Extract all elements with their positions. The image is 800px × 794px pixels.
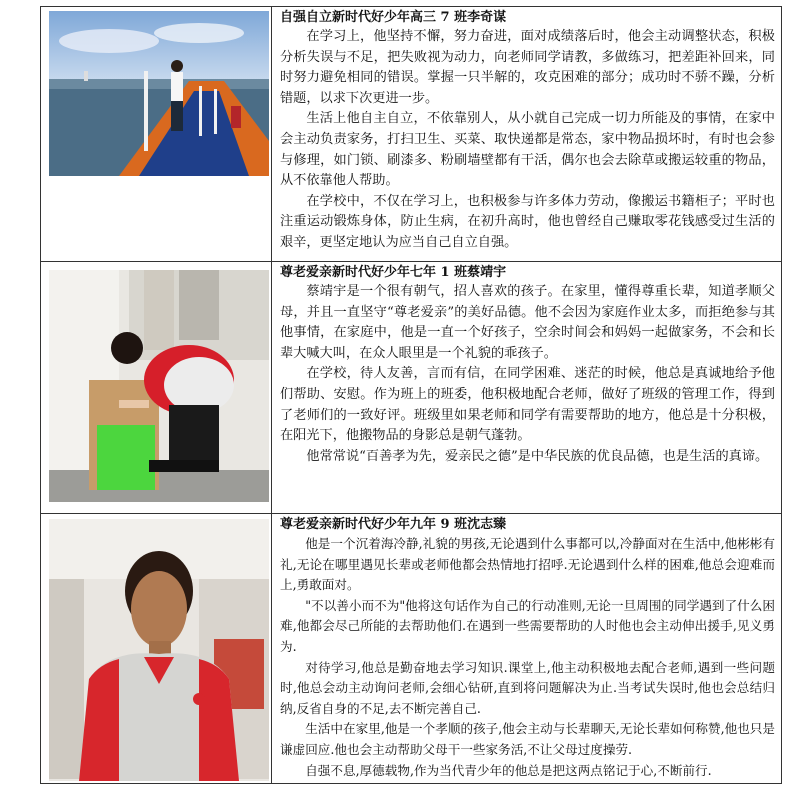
profile-row: [41, 7, 781, 262]
paragraph: 他是一个沉着海冷静,礼貌的男孩,无论遇到什么事都可以,冷静面对在生活中,他彬彬有礼,无论在哪里遇见长辈或老师他都会热情地打招呼.无论遇到什么样的困难,他总会迎难而上,勇敢面对。: [280, 536, 775, 593]
portrait-photo: [49, 519, 269, 781]
entry-title: 尊老爱亲新时代好少年九年 9 班沈志臻: [280, 517, 507, 532]
profile-table: [40, 6, 782, 784]
cleaning-photo: [49, 270, 269, 502]
paragraph: 自强不息,厚德载物,作为当代青少年的他总是把这两点铭记于心,不断前行.: [305, 762, 712, 778]
paragraph: 蔡靖宇是一个很有朝气，招人喜欢的孩子。在家里，懂得尊重长辈，知道孝顺父母，并且一直坚守“尊老爱亲”的美好品德。他不会因为家庭作业太多，而拒绝参与其他事情，在家庭中，他是一直一个好孩子，空余时间会和妈妈一起做家务，不会和长辈大喊大叫，在众人眼里是一个礼貌的乖孩子。: [280, 284, 775, 361]
paragraph: 生活上他自主自立，不依靠别人，从小就自己完成一切力所能及的事情，在家中会主动负责家务，打扫卫生、买菜、取快递都是常态，家中物品损坏时，有时也会参与修理，如门锁、刷漆多、粉刷墙壁都有干活，偶尔也会去除草或搬运较重的物品，从不依靠他人帮助。: [280, 111, 775, 189]
paragraph: 在学校中，不仅在学习上，也积极参与许多体力劳动，像搬运书籍柜子；平时也注重运动锻炼身体，防止生病，在初升高时，他也曾经自己赚取零花钱感受过生活的艰辛，更坚定地认为应当自己自立自强。: [280, 193, 775, 250]
paragraph: 对待学习,他总是勤奋地去学习知识.课堂上,他主动积极地去配合老师,遇到一些问题时,他总会动主动询问老师,会细心钻研,直到将问题解决为止.当考试失误时,他也会总结归纳,反省自身的不足,去不断完善自己.: [280, 659, 775, 716]
paragraph: "不以善小而不为"他将这句话作为自己的行动准则,无论一旦周围的同学遇到了什么困难,他都会尽己所能的去帮助他们.在遇到一些需要帮助的人时他也会主动伸出援手,见义勇为.: [280, 597, 775, 654]
paragraph: 他常常说“百善孝为先，爱亲民之德”是中华民族的优良品德，也是生活的真谛。: [306, 448, 769, 464]
paragraph: 在学习上，他坚持不懈，努力奋进，面对成绩落后时，他会主动调整状态，积极分析失误与不足，把失败视为动力，向老师同学请教，多做练习，把差距补回来，同时努力避免相同的错误。掌握一只半解的，攻克困难的部分；成功时不骄不躁，分析错题，以求下次更进一步。: [280, 29, 775, 106]
profile-row: [41, 262, 781, 514]
entry-title: 尊老爱亲新时代好少年七年 1 班蔡靖宇: [280, 265, 507, 280]
paragraph: 生活中在家里,他是一个孝顺的孩子,他会主动与长辈聊天,无论长辈如何称赞,他也只是谦虚回应.他也会主动帮助父母干一些家务活,不让父母过度操劳.: [280, 721, 775, 757]
entry-title: 自强自立新时代好少年高三 7 班李奇谋: [280, 10, 507, 25]
profile-row: [41, 514, 781, 783]
pier-photo: [49, 11, 269, 176]
paragraph: 在学校，待人友善，言而有信，在同学困难、迷茫的时候，他总是真诚地给予他们帮助、安慰。作为班上的班委，他积极地配合老师，做好了班级的管理工作，得到了老师们的一致好评。班级里如果老师和同学有需要帮助的地方，他总是十分积极，在阳光下，他搬物品的身影总是朝气蓬勃。: [280, 366, 775, 444]
